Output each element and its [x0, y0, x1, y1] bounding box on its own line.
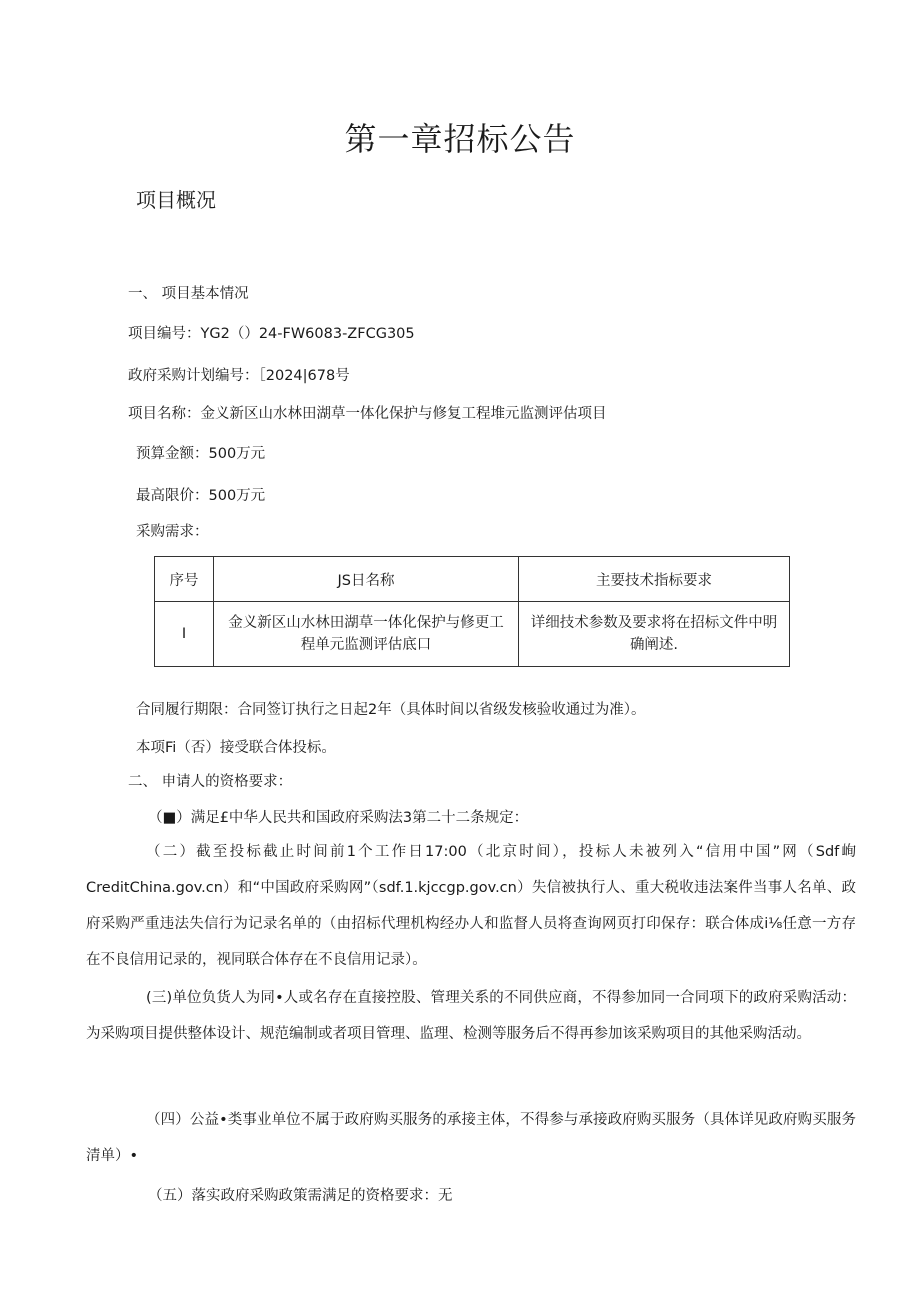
overview-heading: 项目概况 [136, 188, 216, 212]
cell-name-line1: 金义新区山水林田湖草一体化保护与修更工 [228, 615, 504, 631]
max-price: 最高限价：500万元 [136, 488, 266, 504]
plan-number: 政府采购计划编号：［2024|678号 [128, 368, 350, 384]
demand-label: 采购需求： [136, 524, 209, 540]
header-requirement: 主要技术指标要求 [519, 557, 790, 602]
qualification-item-5: （五）落实政府采购政策需满足的资格要求：无 [148, 1188, 453, 1204]
consortium-note: 本项Fi（否）接受联合体投标。 [136, 740, 336, 756]
page-title: 第一章招标公告 [344, 120, 576, 158]
contract-period: 合同履行期限：合同签订执行之日起2年（具体时间以省级发核验收通过为准）。 [136, 702, 646, 718]
cell-req-line1: 详细技术参数及要求将在招标文件中明 [530, 615, 778, 631]
qualification-item-4: （四）公益•类事业单位不属于政府购买服务的承接主体，不得参与承接政府购买服务（具体详见政府购买服务清单）• [86, 1112, 856, 1164]
cell-name-line2: 程单元监测评估底口 [300, 637, 432, 653]
qualification-item-2: （二）截至投标截止时间前1个工作日17:00（北京时间），投标人未被列入“信用中国”网（Sdf峋CreditChina.gov.cn）和“中国政府采购网”（sdf.1.kjccgp.gov.cn）失信被执行人、重大税收违法案件当事人名单、政府采购严重违法失信行为记录名单的（由招标代理机构经办人和监督人员将查询网页打印保存：联合体成i⅛任意一方存在不良信用记录的，视同联合体存在不良信用记录）。 [86, 844, 856, 968]
cell-requirement [519, 602, 790, 667]
requirements-table [154, 556, 790, 667]
project-number: 项目编号：YG2（）24-FW6083-ZFCG305 [128, 326, 415, 342]
table-header-row [155, 557, 790, 602]
cell-req-line2: 确阐述. [629, 637, 679, 653]
section1-heading: 一、 项目基本情况 [128, 286, 249, 302]
table-row [155, 602, 790, 667]
cell-name [214, 602, 519, 667]
qualification-item-3: (三)单位负货人为同•人或名存在直接控股、管理关系的不同供应商，不得参加同一合同项下的政府采购活动：为采购项目提供整体设计、规范编制或者项目管理、监理、检测等服务后不得再参加该采购项目的其他采购活动。 [86, 990, 856, 1042]
qualification-item-1: （■）满足£中华人民共和国政府采购法3第二十二条规定： [148, 810, 529, 826]
cell-no: I [155, 602, 214, 667]
section2-heading: 二、 申请人的资格要求： [128, 774, 293, 790]
budget-amount: 预算金额：500万元 [136, 446, 266, 462]
project-name: 项目名称：金义新区山水林田湖草一体化保护与修复工程堆元监测评估项目 [128, 406, 607, 422]
header-name: JS日名称 [214, 557, 519, 602]
header-no: 序号 [155, 557, 214, 602]
